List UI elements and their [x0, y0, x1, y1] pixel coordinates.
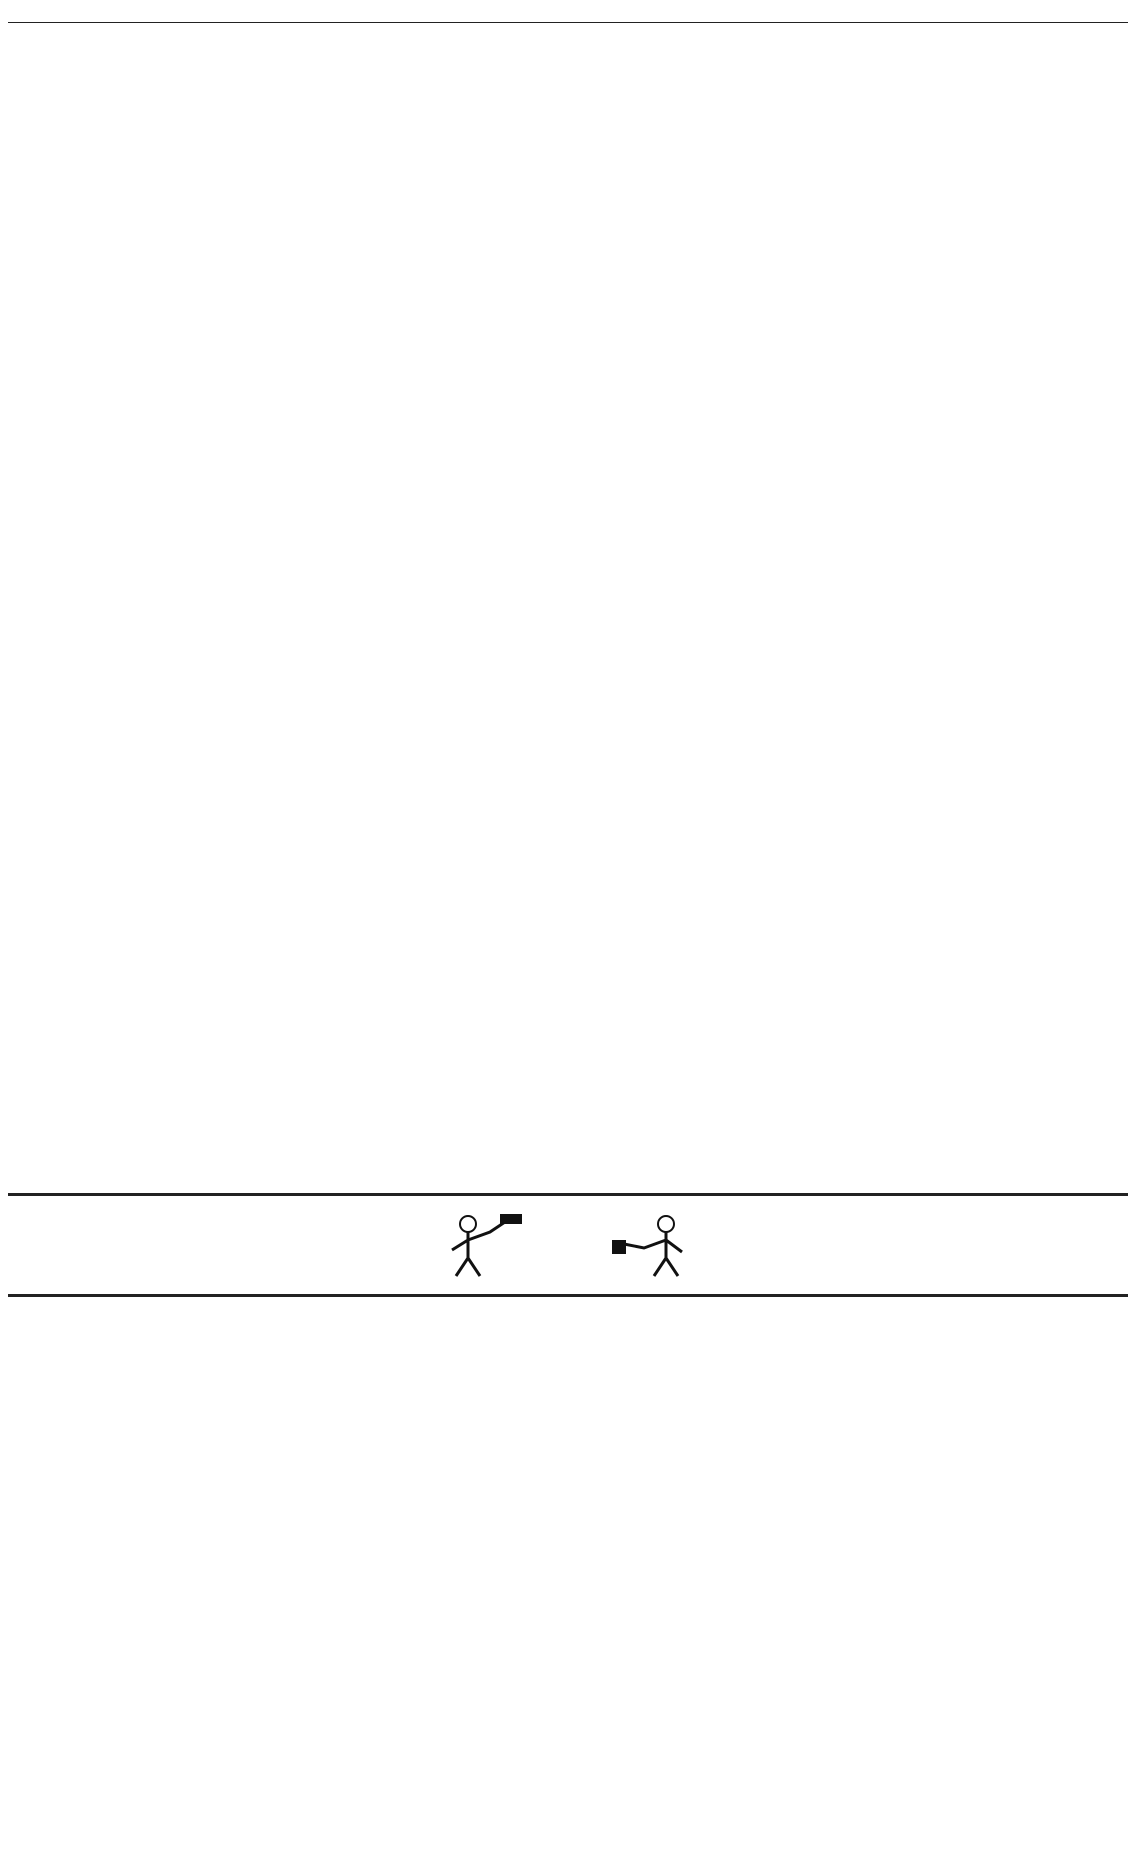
worker-illustration-left	[438, 1210, 528, 1280]
service-guide-banner	[8, 1193, 1128, 1297]
worker-illustration-right	[608, 1210, 698, 1280]
classified-section	[8, 23, 1128, 1193]
masthead	[8, 8, 1128, 23]
newspaper-page	[8, 8, 1128, 1843]
service-guide-section	[8, 1297, 1128, 1852]
